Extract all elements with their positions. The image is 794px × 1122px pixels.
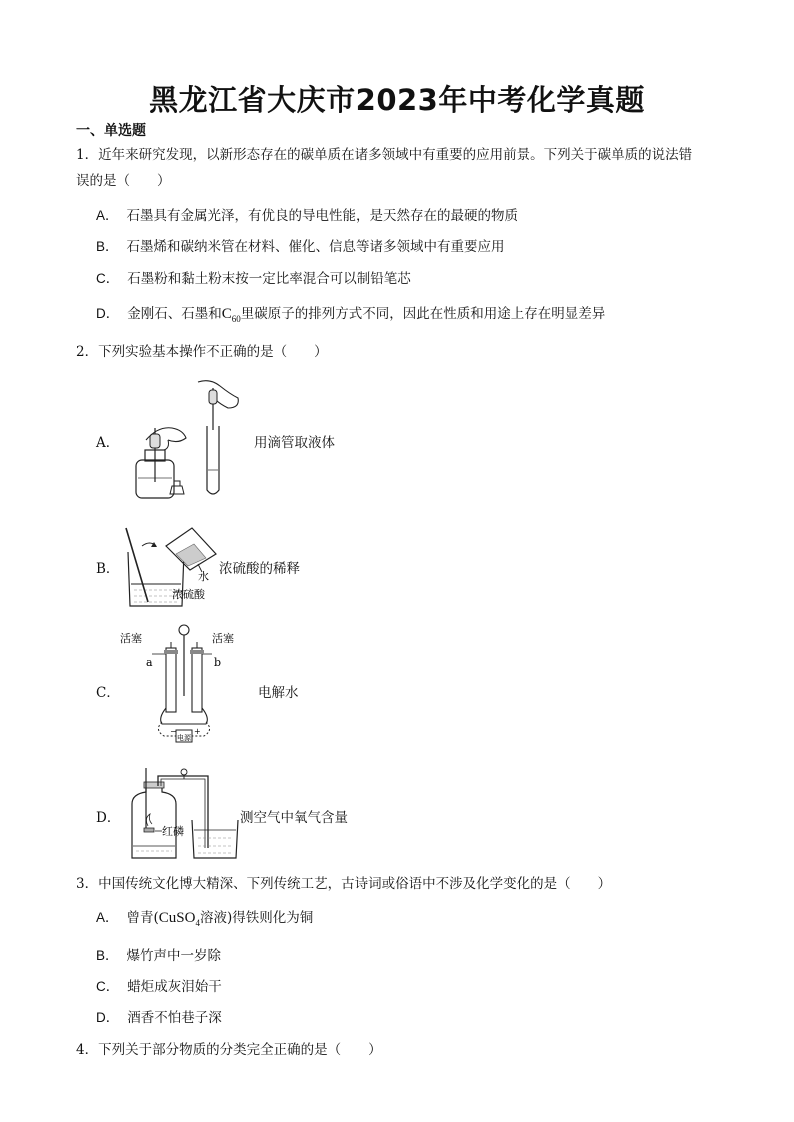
page-title: 黑龙江省大庆市2023年中考化学真题 (149, 83, 645, 117)
q1-option-c: C． 石墨粉和黏土粉末按一定比率混合可以制铅笔芯 (96, 271, 411, 287)
q3-option-a: A． 曾青(CuSO$_4$溶液)得铁则化为铜 (96, 910, 314, 928)
question-1-stem (76, 143, 756, 193)
q2-option-c-text: 电解水 (258, 685, 299, 701)
q2-option-b-letter: B． (96, 561, 120, 577)
fig-c-valve-right: 活塞 (212, 632, 234, 645)
q1-option-a: A． 石墨具有金属光泽，有优良的导电性能，是天然存在的最硬的物质 (96, 208, 519, 224)
electrolysis-figure (118, 622, 250, 746)
fig-b-acid-label: 浓硫酸 (172, 588, 205, 601)
question-2-stem: 2．下列实验基本操作不正确的是（ ） (76, 344, 328, 360)
dropper-figure (128, 378, 248, 503)
c60-formula: $C_{60}$ (221, 306, 241, 324)
q2-option-a-letter: A． (96, 435, 120, 451)
q2-option-a-text: 用滴管取液体 (254, 435, 335, 451)
fig-c-valve-left: 活塞 (120, 632, 142, 645)
q2-option-d-text: 测空气中氧气含量 (240, 810, 348, 826)
q1-option-b: B． 石墨烯和碳纳米管在材料、催化、信息等诸多领域中有重要应用 (96, 239, 505, 255)
oxygen-measurement-figure (128, 768, 240, 860)
q3-option-b: B． 爆竹声中一岁除 (96, 948, 222, 964)
q2-option-b-text: 浓硫酸的稀释 (219, 561, 300, 577)
q2-option-c-letter: C． (96, 685, 120, 701)
q1-option-d: D． 金刚石、石墨和$C_{60}$里碳原子的排列方式不同，因此在性质和用途上存在明显差异 (96, 306, 606, 324)
acid-dilution-figure (120, 526, 220, 610)
question-1-line-1: 1．近年来研究发现，以新形态存在的碳单质在诸多领域中有重要的应用前景。下列关于碳单质的说法错 (76, 147, 693, 163)
question-1-line-2: 误的是（ ） (76, 173, 171, 189)
fig-c-label-a: a (146, 656, 153, 669)
fig-c-power-label: 电源 (177, 734, 191, 742)
question-3-stem: 3．中国传统文化博大精深、下列传统工艺，古诗词或俗语中不涉及化学变化的是（ ） (76, 876, 612, 892)
fig-c-label-b: b (214, 656, 222, 669)
fig-d-phosphorus-label: 红磷 (162, 825, 184, 838)
section-heading: 一、单选题 (76, 123, 146, 139)
fig-c-plus: + (194, 727, 201, 736)
question-4-stem: 4．下列关于部分物质的分类完全正确的是（ ） (76, 1042, 382, 1058)
q2-option-d-letter: D． (96, 810, 121, 826)
fig-c-minus: − (170, 727, 177, 736)
q3-option-c: C． 蜡炬成灰泪始干 (96, 979, 222, 995)
cuso4-formula: CuSO$_4$ (158, 910, 200, 928)
q3-option-d: D． 酒香不怕巷子深 (96, 1010, 222, 1026)
fig-b-water-label: 水 (198, 570, 209, 583)
